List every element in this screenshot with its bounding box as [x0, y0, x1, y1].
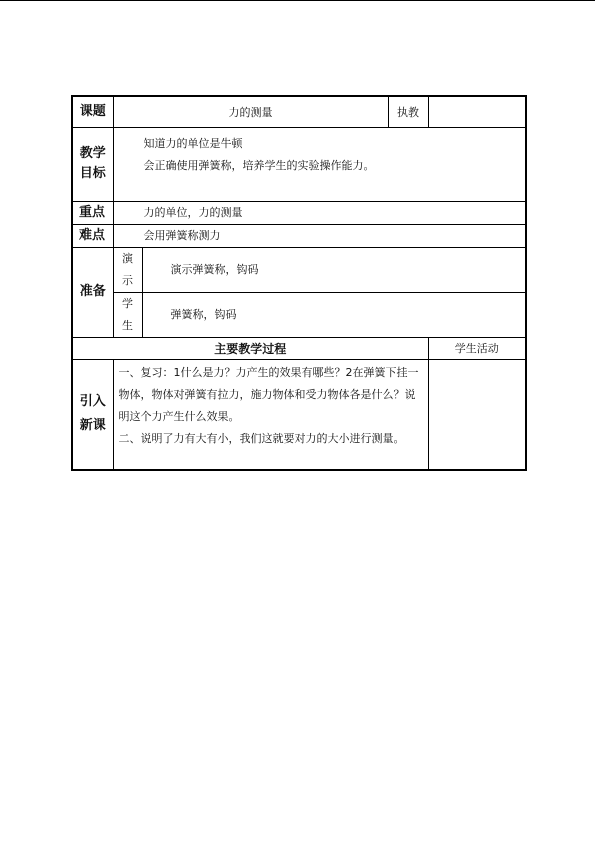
- top-rule: [0, 0, 595, 1]
- goal-item: 知道力的单位是牛顿: [143, 136, 243, 150]
- row-difficulty: [72, 224, 526, 247]
- difficulty-label: 难点: [72, 224, 113, 247]
- goals-label-line-2: 目标: [79, 166, 106, 181]
- process-header: 主要教学过程: [72, 337, 428, 359]
- goal-item: 会正确使用弹簧称，培养学生的实验操作能力。: [143, 158, 375, 172]
- intro-content: [113, 359, 428, 470]
- prep-student-label-line-1: 学: [122, 296, 133, 310]
- row-key: [72, 201, 526, 224]
- lesson-plan: [71, 95, 525, 471]
- prep-label: 准备: [72, 247, 113, 337]
- topic-label: 课题: [72, 96, 113, 127]
- row-goals: [72, 127, 526, 201]
- row-prep-student: [72, 292, 526, 337]
- key-value: 力的单位，力的测量: [113, 201, 526, 224]
- prep-student-label-line-2: 生: [122, 318, 133, 332]
- intro-paragraph: 一、复习：1什么是力？力产生的效果有哪些？2在弹簧下挂一物体，物体对弹簧有拉力，施力物体和受力物体各是什么？说明这个力产生什么效果。: [118, 365, 419, 423]
- intro-label: [72, 359, 113, 470]
- prep-demo-label: [113, 247, 142, 292]
- intro-activity: [428, 359, 526, 470]
- lesson-plan-table: [71, 95, 527, 471]
- row-topic: [72, 96, 526, 127]
- activity-header: 学生活动: [428, 337, 526, 359]
- intro-paragraph: 二、说明了力有大有小，我们这就要对力的大小进行测量。: [118, 431, 405, 445]
- prep-demo-label-line-1: 演: [122, 251, 133, 265]
- prep-student-label: [113, 292, 142, 337]
- prep-demo-value: 演示弹簧称，钩码: [142, 247, 526, 292]
- intro-label-line-2: 新课: [79, 418, 106, 434]
- row-process-header: [72, 337, 526, 359]
- prep-demo-label-line-2: 示: [122, 273, 133, 287]
- difficulty-value: 会用弹簧称测力: [113, 224, 526, 247]
- intro-label-line-1: 引入: [79, 394, 106, 410]
- teacher-value: [428, 96, 526, 127]
- row-prep-demo: [72, 247, 526, 292]
- key-label: 重点: [72, 201, 113, 224]
- topic-value: 力的测量: [113, 96, 388, 127]
- teacher-label: 执教: [388, 96, 428, 127]
- row-intro: [72, 359, 526, 470]
- goals-label: [72, 127, 113, 201]
- prep-student-value: 弹簧称，钩码: [142, 292, 526, 337]
- goals-label-line-1: 教学: [79, 146, 106, 161]
- goals-value: [113, 127, 526, 201]
